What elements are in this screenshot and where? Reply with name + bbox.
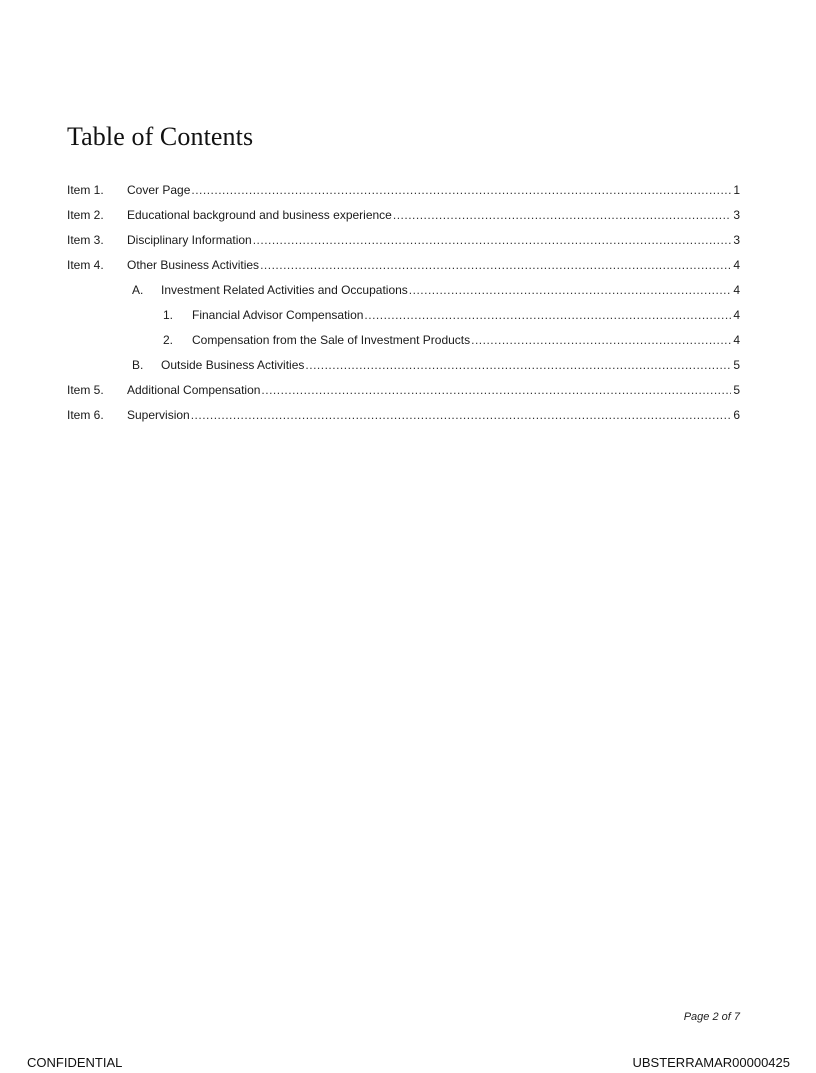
bates-number: UBSTERRAMAR00000425	[632, 1055, 790, 1070]
dot-leader	[191, 178, 731, 203]
toc-entry-number: Item 2.	[67, 208, 104, 222]
table-of-contents	[67, 178, 740, 428]
toc-entry-item-3[interactable]	[67, 228, 740, 253]
toc-entry-page: 6	[733, 408, 740, 422]
toc-entry-item-5[interactable]	[67, 378, 740, 403]
toc-entry-page: 4	[733, 283, 740, 297]
toc-entry-title: Investment Related Activities and Occupations	[161, 283, 408, 297]
toc-entry-number: Item 6.	[67, 408, 104, 422]
toc-entry-item-4a-2[interactable]	[67, 328, 740, 353]
toc-entry-number: Item 3.	[67, 233, 104, 247]
toc-entry-item-1[interactable]	[67, 178, 740, 203]
dot-leader	[261, 378, 731, 403]
toc-entry-title: Cover Page	[127, 183, 191, 197]
dot-leader	[260, 253, 731, 278]
dot-leader	[305, 353, 731, 378]
confidential-label: CONFIDENTIAL	[27, 1055, 123, 1070]
toc-entry-page: 3	[733, 208, 740, 222]
toc-entry-title: Outside Business Activities	[161, 358, 305, 372]
dot-leader	[409, 278, 731, 303]
toc-entry-number: Item 4.	[67, 258, 104, 272]
toc-entry-title: Compensation from the Sale of Investment Products	[192, 333, 471, 347]
toc-entry-title: Disciplinary Information	[127, 233, 252, 247]
toc-entry-number: B.	[132, 358, 144, 372]
toc-entry-item-6[interactable]	[67, 403, 740, 428]
toc-entry-title: Additional Compensation	[127, 383, 261, 397]
toc-entry-item-4a[interactable]	[67, 278, 740, 303]
dot-leader	[191, 403, 731, 428]
toc-entry-page: 4	[733, 258, 740, 272]
toc-entry-number: 1.	[163, 308, 174, 322]
dot-leader	[253, 228, 731, 253]
toc-entry-page: 4	[733, 308, 740, 322]
toc-entry-page: 4	[733, 333, 740, 347]
toc-entry-title: Supervision	[127, 408, 190, 422]
toc-entry-item-4b[interactable]	[67, 353, 740, 378]
toc-entry-title: Other Business Activities	[127, 258, 260, 272]
toc-entry-page: 5	[733, 358, 740, 372]
dot-leader	[364, 303, 731, 328]
dot-leader	[471, 328, 731, 353]
page-title: Table of Contents	[67, 122, 254, 151]
toc-entry-number: 2.	[163, 333, 174, 347]
toc-entry-page: 3	[733, 233, 740, 247]
toc-entry-number: Item 5.	[67, 383, 104, 397]
toc-entry-page: 1	[733, 183, 740, 197]
toc-entry-item-4a-1[interactable]	[67, 303, 740, 328]
toc-entry-number: Item 1.	[67, 183, 104, 197]
toc-entry-number: A.	[132, 283, 144, 297]
toc-entry-title: Educational background and business experience	[127, 208, 392, 222]
toc-entry-title: Financial Advisor Compensation	[192, 308, 364, 322]
toc-entry-item-4[interactable]	[67, 253, 740, 278]
toc-entry-item-2[interactable]	[67, 203, 740, 228]
page-number: Page 2 of 7	[683, 1011, 740, 1023]
dot-leader	[393, 203, 731, 228]
toc-entry-page: 5	[733, 383, 740, 397]
